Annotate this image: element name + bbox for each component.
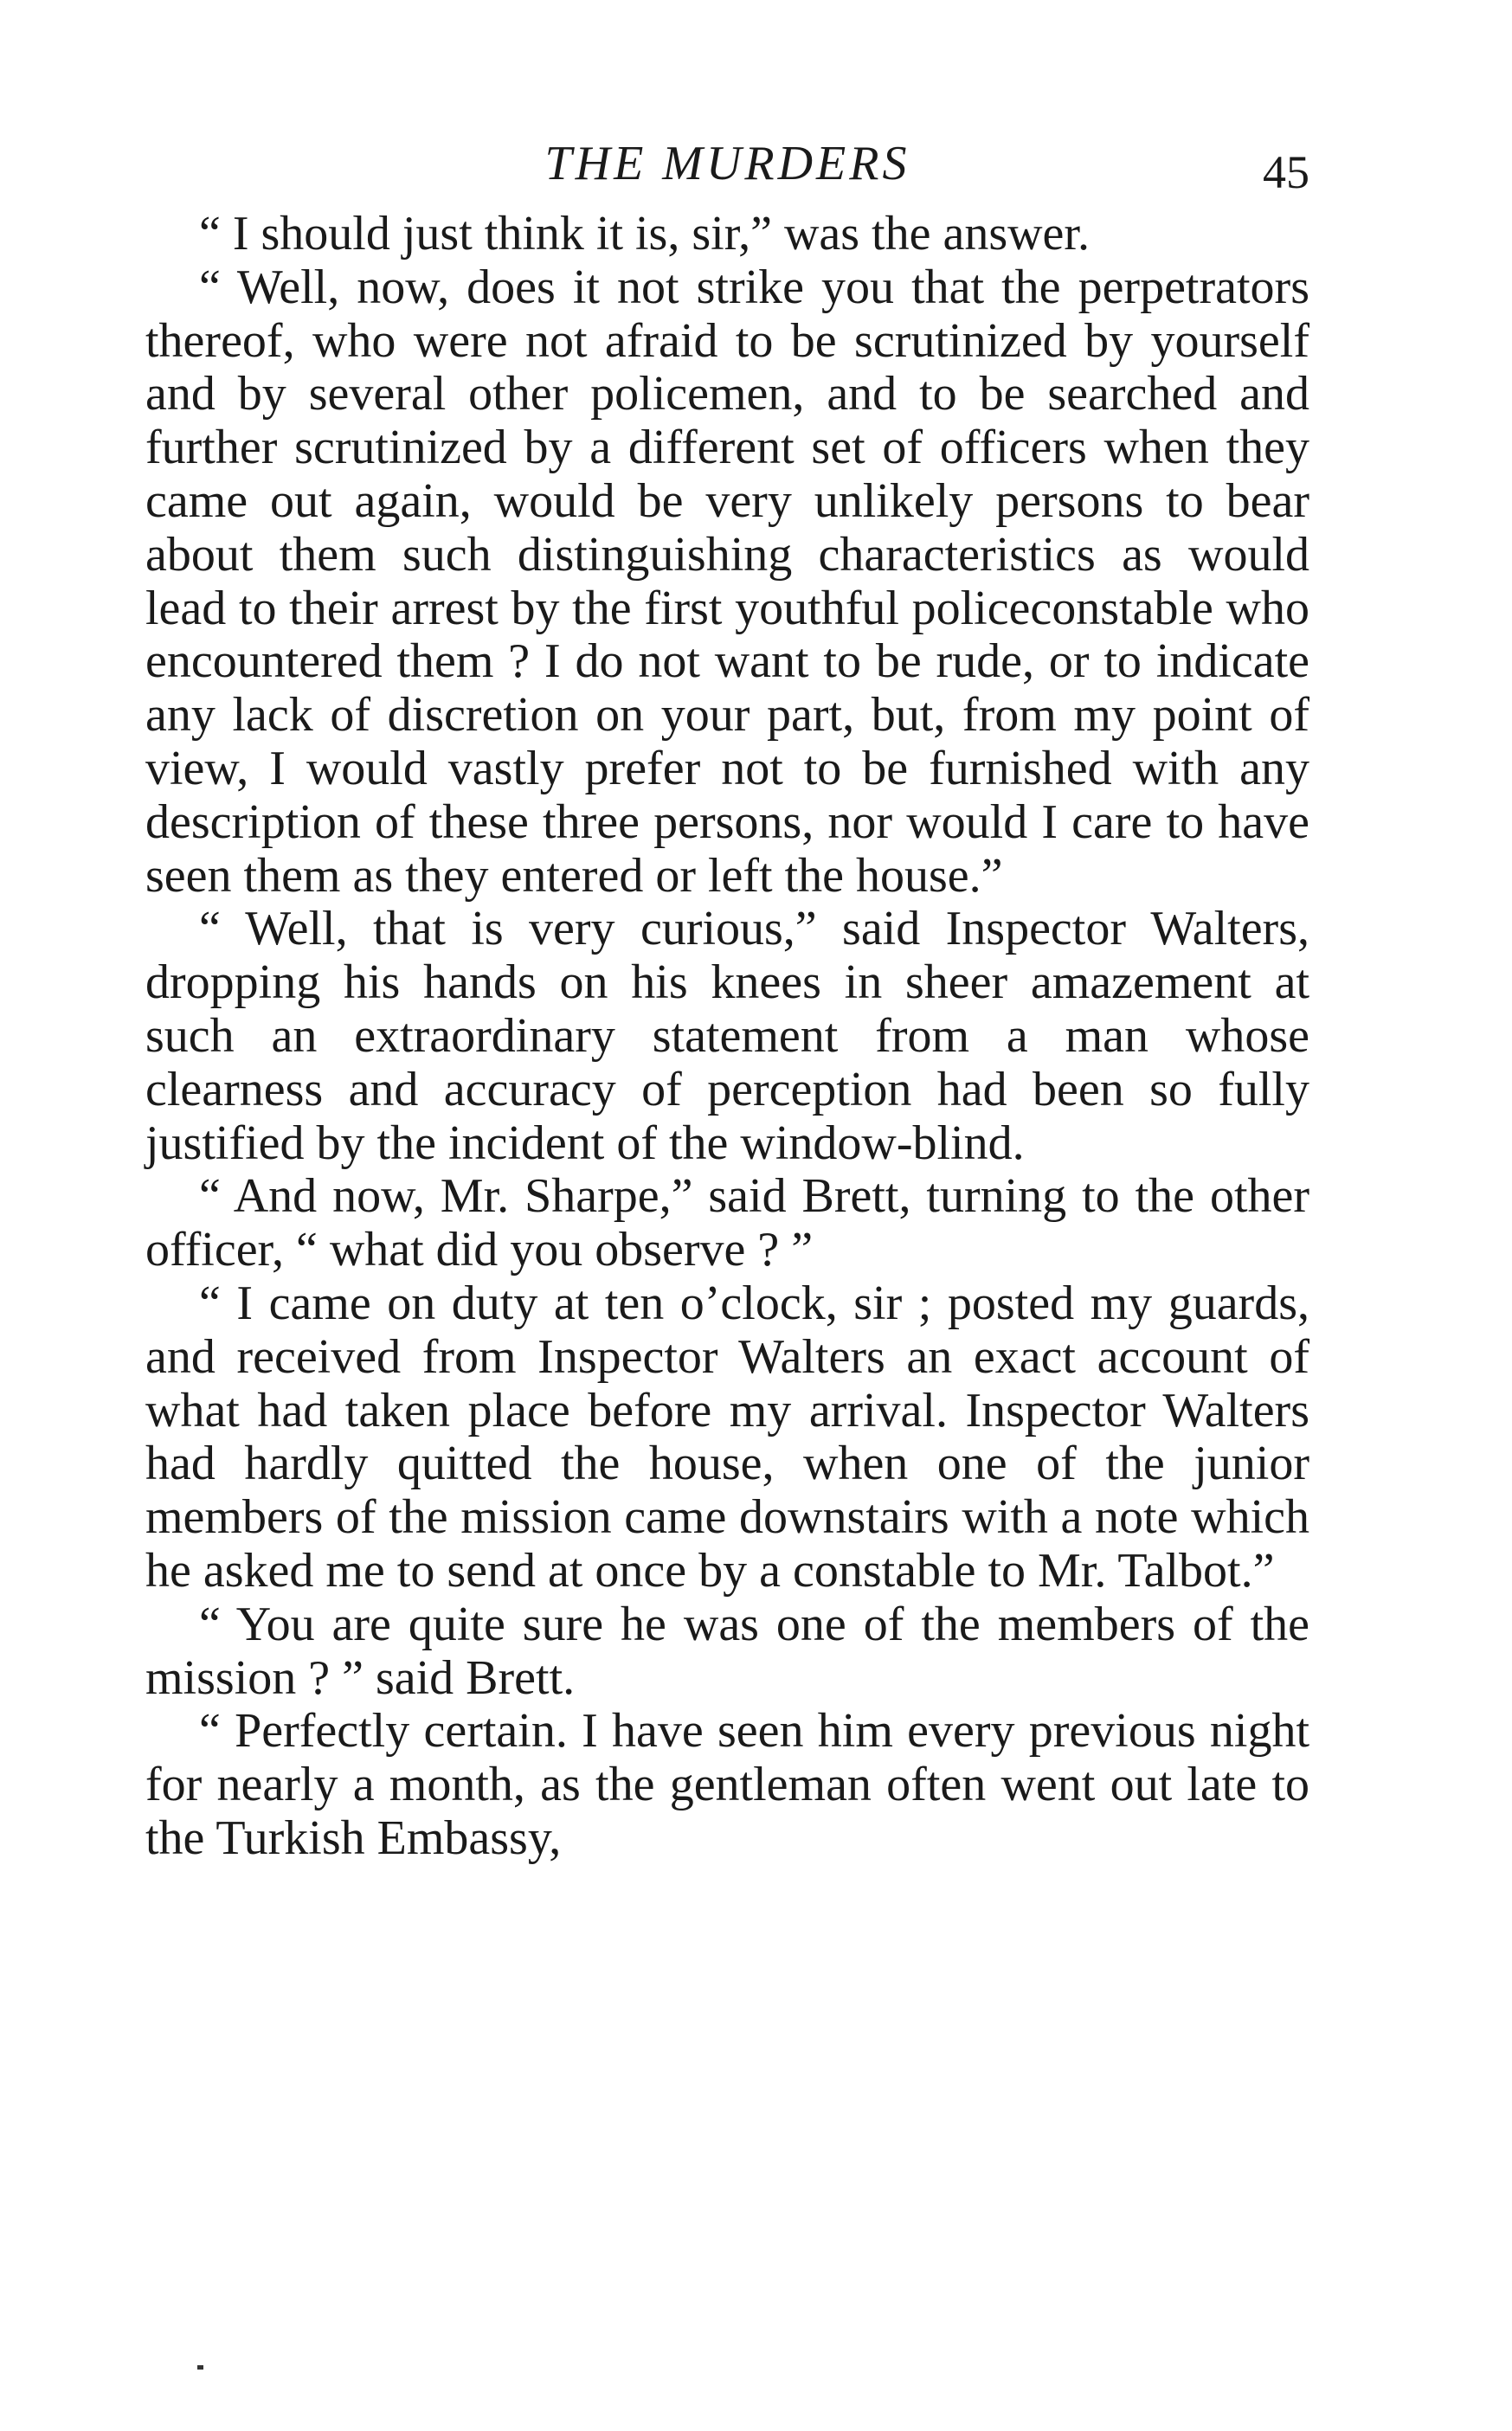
running-title: THE MURDERS xyxy=(544,137,910,190)
paragraph: “ And now, Mr. Sharpe,” said Brett, turning to the other officer, “ what did you observe ? ” xyxy=(145,1169,1309,1277)
page-header xyxy=(145,130,1309,208)
paragraph: “ I came on duty at ten o’clock, sir ; posted my guards, and received from Inspector Walters an exact account of what had taken place before my arrival. Inspector Walters had hardly quitted the house, when one of the junior members of the mission came downstairs with a note which he asked me to send at once by a constable to Mr. Talbot.” xyxy=(145,1276,1309,1598)
print-speck xyxy=(197,2365,203,2370)
paragraph: “ Well, now, does it not strike you that the perpetrators thereof, who were not afraid to be scrutinized by yourself and by several other policemen, and to be searched and further scrutinized by a different set of officers when they came out again, would be very unlikely persons to bear about them such distinguishing characteristics as would lead to their arrest by the first youthful policeconstable who encountered them ? I do not want to be rude, or to indicate any lack of discretion on your part, but, from my point of view, I would vastly prefer not to be furnished with any description of these three persons, nor would I care to have seen them as they entered or left the house.” xyxy=(145,260,1309,903)
book-page xyxy=(145,130,1309,1866)
paragraph: “ Perfectly certain. I have seen him every previous night for nearly a month, as the gentleman often went out late to the Turkish Embassy, xyxy=(145,1704,1309,1865)
paragraph: “ I should just think it is, sir,” was the answer. xyxy=(199,207,1090,260)
page-number: 45 xyxy=(1263,146,1309,198)
body-text xyxy=(145,208,1309,1866)
paragraph: “ You are quite sure he was one of the members of the mission ? ” said Brett. xyxy=(145,1597,1309,1705)
paragraph: “ Well, that is very curious,” said Inspector Walters, dropping his hands on his knees in sheer amazement at such an extraordinary statement from a man whose clearness and accuracy of perception had been so fully justified by the incident of the window-blind. xyxy=(145,902,1309,1170)
